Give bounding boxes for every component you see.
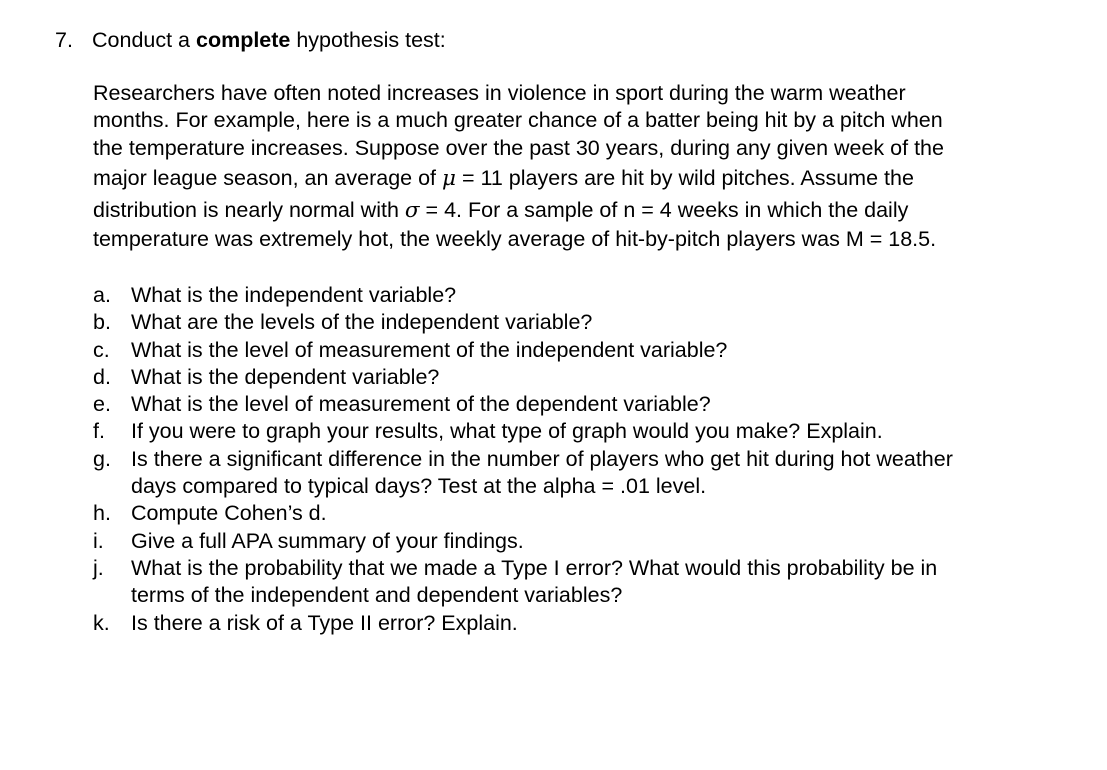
subquestion-letter: h. (93, 501, 111, 526)
subquestion-line: terms of the independent and dependent variables? (131, 583, 623, 608)
subquestion-item (93, 555, 1083, 610)
subquestion-item (93, 337, 1083, 364)
paragraph-line (93, 194, 1083, 226)
paragraph-text: major league season, an average of (93, 165, 443, 190)
subquestion-list (93, 282, 1083, 637)
subquestion-letter: j. (93, 555, 104, 580)
subquestion-item (93, 446, 1083, 501)
paragraph-text: = 11 players are hit by wild pitches. Assume the (456, 165, 914, 190)
subquestion-letter: a. (93, 283, 111, 307)
subquestion-item (93, 309, 1083, 336)
paragraph-line: the temperature increases. Suppose over the past 30 years, during any given week of the (93, 135, 944, 160)
subquestion-letter: f. (93, 419, 105, 444)
subquestion-letter: b. (93, 310, 111, 335)
subquestion-item (93, 418, 1083, 445)
subquestion-line: What is the probability that we made a Type I error? What would this probability be in (131, 555, 938, 580)
subquestion-text (131, 309, 1083, 336)
subquestion-line: Is there a risk of a Type II error? Explain. (131, 610, 518, 635)
sigma-symbol: σ (404, 197, 420, 223)
question-prefix: Conduct a (92, 28, 196, 52)
subquestion-letter: e. (93, 392, 111, 417)
subquestion-line: Is there a significant difference in the number of players who get hit during hot weather (131, 446, 953, 471)
subquestion-line: What is the level of measurement of the independent variable? (131, 337, 728, 362)
paragraph-text: distribution is nearly normal with (93, 197, 405, 222)
question-suffix: hypothesis test: (290, 28, 446, 52)
mu-symbol: μ (442, 165, 456, 191)
subquestion-letter: d. (93, 364, 111, 389)
paragraph-line: Researchers have often noted increases in violence in sport during the warm weather (93, 81, 906, 105)
subquestion-letter: k. (93, 610, 110, 635)
subquestion-text (131, 500, 1083, 527)
question-number: 7. (55, 28, 73, 52)
paragraph-text: = 4. For a sample of n = 4 weeks in which the daily (419, 197, 909, 222)
subquestion-text (131, 391, 1083, 418)
subquestion-line: Compute Cohen’s d. (131, 501, 327, 526)
subquestion-text (131, 282, 1083, 309)
subquestion-text (131, 337, 1083, 364)
subquestion-letter: i. (93, 528, 104, 553)
scenario-paragraph (93, 80, 1083, 253)
subquestion-letter: c. (93, 337, 110, 362)
subquestion-line: If you were to graph your results, what type of graph would you make? Explain. (131, 419, 883, 444)
question-heading (55, 26, 446, 54)
subquestion-line: What is the level of measurement of the dependent variable? (131, 392, 711, 417)
subquestion-letter: g. (93, 446, 111, 471)
subquestion-line: days compared to typical days? Test at the alpha = .01 level. (131, 474, 707, 499)
subquestion-line: What is the dependent variable? (131, 364, 440, 389)
subquestion-item (93, 364, 1083, 391)
subquestion-text (131, 418, 1083, 445)
subquestion-item (93, 528, 1083, 555)
subquestion-item (93, 282, 1083, 309)
question-bold-word: complete (195, 28, 291, 52)
paragraph-line: months. For example, here is a much greater chance of a batter being hit by a pitch when (93, 108, 943, 133)
subquestion-line: Give a full APA summary of your findings. (131, 528, 524, 553)
subquestion-text (131, 446, 1083, 501)
paragraph-line (93, 162, 1083, 194)
subquestion-item (93, 500, 1083, 527)
subquestion-item (93, 610, 1083, 637)
subquestion-text (131, 528, 1083, 555)
subquestion-line: What is the independent variable? (131, 283, 457, 307)
subquestion-text (131, 364, 1083, 391)
paragraph-line: temperature was extremely hot, the weekly average of hit-by-pitch players was M = 18.5. (93, 226, 937, 251)
subquestion-text (131, 610, 1083, 637)
subquestion-text (131, 555, 1083, 610)
subquestion-item (93, 391, 1083, 418)
subquestion-line: What are the levels of the independent variable? (131, 310, 593, 335)
